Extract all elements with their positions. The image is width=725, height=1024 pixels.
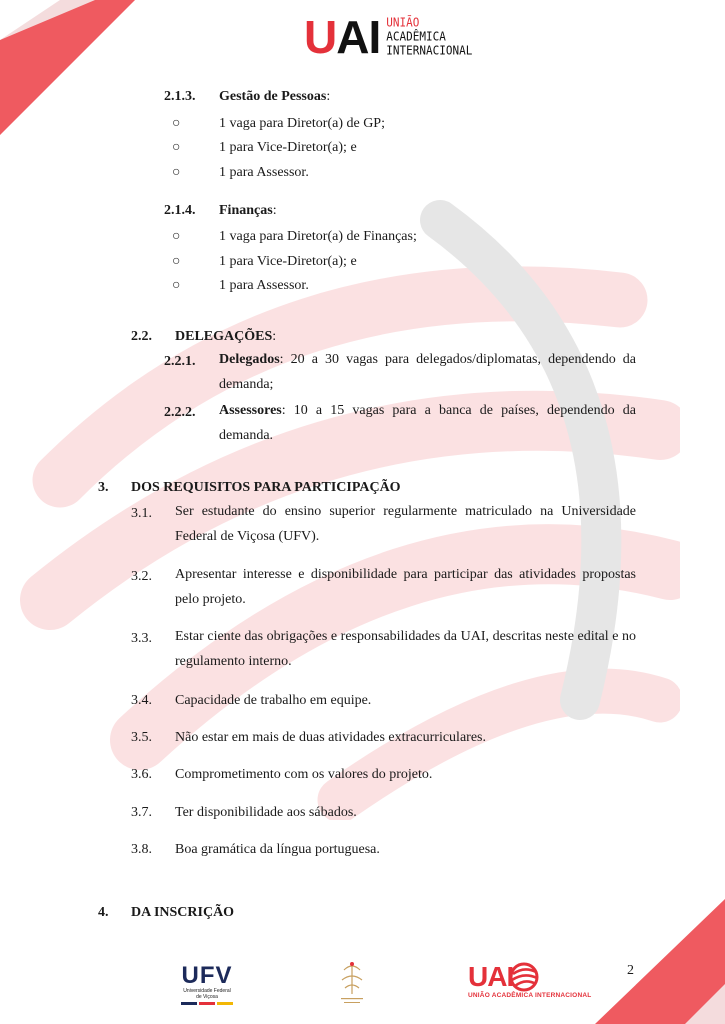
- item-number: 3.3.: [131, 631, 152, 646]
- ufv-color-bars: [180, 1002, 234, 1005]
- bullet: ○: [172, 165, 181, 180]
- footer-uai-logo: UAI UNIÃO ACADÊMICA INTERNACIONAL: [468, 961, 592, 999]
- item-number: 3.6.: [131, 767, 152, 782]
- page-number: 2: [627, 963, 634, 978]
- section-2-2-number: 2.2.: [131, 329, 152, 344]
- section-2-1-4-heading: Finanças:: [219, 203, 277, 218]
- item-number: 3.8.: [131, 842, 152, 857]
- logo-uai: UAI: [304, 11, 381, 63]
- section-2-1-3-heading: Gestão de Pessoas:: [219, 89, 331, 104]
- section-4-number: 4.: [98, 905, 109, 920]
- item-number: 3.7.: [131, 805, 152, 820]
- section-3-number: 3.: [98, 480, 109, 495]
- requirement-text: Comprometimento com os valores do projeto.: [175, 767, 433, 782]
- bullet: ○: [172, 116, 181, 131]
- list-item: 1 para Assessor.: [219, 278, 309, 293]
- bullet: ○: [172, 254, 181, 269]
- ufv-logo: UFV Universidade Federal de Viçosa: [180, 964, 234, 1005]
- item-number: 3.5.: [131, 730, 152, 745]
- requirement-text: Boa gramática da língua portuguesa.: [175, 842, 380, 857]
- bullet: ○: [172, 278, 181, 293]
- corner-decoration-bottom-right: [595, 899, 725, 1024]
- requirement-text: Capacidade de trabalho em equipe.: [175, 693, 372, 708]
- requirement-text: Apresentar interesse e disponibilidade para participar das atividades propostas pelo projeto.: [175, 567, 636, 607]
- center-emblem-icon: [335, 958, 369, 1008]
- section-4-title: DA INSCRIÇÃO: [131, 905, 235, 920]
- item-number: 3.2.: [131, 569, 152, 584]
- corner-decoration-top-left: [0, 0, 135, 135]
- list-item: 1 vaga para Diretor(a) de GP;: [219, 116, 385, 131]
- list-item: 1 para Assessor.: [219, 165, 309, 180]
- section-2-2-2-text: Assessores: 10 a 15 vagas para a banca de países, dependendo da demanda.: [219, 403, 636, 443]
- footer-globe-icon: [509, 962, 539, 992]
- item-number: 3.1.: [131, 506, 152, 521]
- section-2-1-3-number: 2.1.3.: [164, 89, 196, 104]
- item-number: 3.4.: [131, 693, 152, 708]
- list-item: 1 para Vice-Diretor(a); e: [219, 140, 357, 155]
- list-item: 1 vaga para Diretor(a) de Finanças;: [219, 229, 417, 244]
- requirement-text: Ter disponibilidade aos sábados.: [175, 805, 357, 820]
- requirement-text: Não estar em mais de duas atividades extracurriculares.: [175, 730, 486, 745]
- requirement-text: Estar ciente das obrigações e responsabilidades da UAI, descritas neste edital e no regulamento interno.: [175, 629, 636, 669]
- section-2-2-heading: DELEGAÇÕES:: [175, 329, 277, 344]
- section-2-2-1-number: 2.2.1.: [164, 354, 196, 369]
- bullet: ○: [172, 140, 181, 155]
- section-3-title: DOS REQUISITOS PARA PARTICIPAÇÃO: [131, 480, 401, 495]
- section-2-2-1-text: Delegados: 20 a 30 vagas para delegados/diplomatas, dependendo da demanda;: [219, 352, 636, 392]
- requirement-text: Ser estudante do ensino superior regularmente matriculado na Universidade Federal de Viçosa (UFV).: [175, 504, 636, 544]
- section-2-1-4-number: 2.1.4.: [164, 203, 196, 218]
- logo-subtitle: UNIÃO ACADÊMICA INTERNACIONAL: [386, 15, 473, 58]
- header-logo: [304, 11, 473, 63]
- bullet: ○: [172, 229, 181, 244]
- section-2-2-2-number: 2.2.2.: [164, 405, 196, 420]
- list-item: 1 para Vice-Diretor(a); e: [219, 254, 357, 269]
